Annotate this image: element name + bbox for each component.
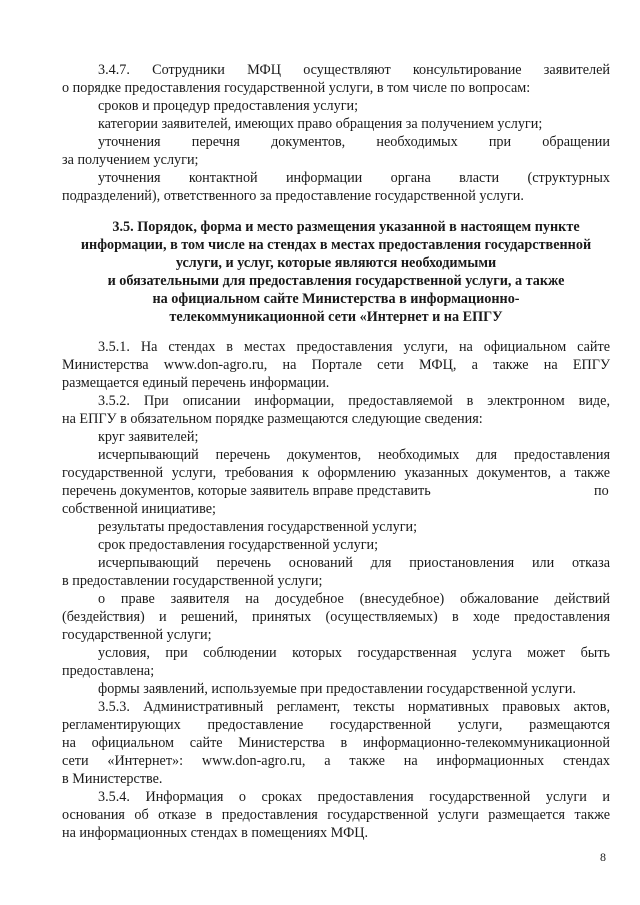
paragraph-line: сроков и процедур предоставления услуги; xyxy=(98,98,359,114)
paragraph-line: собственной инициативе; xyxy=(62,501,216,517)
paragraph-line: по xyxy=(594,483,609,499)
paragraph-line: государственной услуги, требования к оформлению указанных документов, а также xyxy=(62,465,610,481)
section-heading: услуги, и услуг, которые являются необходимыми xyxy=(175,255,497,271)
section-heading: на официальном сайте Министерства в информационно- xyxy=(152,291,520,307)
paragraph-line: предоставлена; xyxy=(62,663,155,679)
paragraph-line: уточнения контактной информации органа власти (структурных xyxy=(98,170,610,186)
section-heading: и обязательными для предоставления государственной услуги, а также xyxy=(107,273,565,289)
page-number: 8 xyxy=(600,850,606,864)
paragraph-line: 3.5.1. На стендах в местах предоставления услуги, на официальном сайте xyxy=(98,339,610,355)
paragraph-line: сети «Интернет»: www.don-agro.ru, а также на информационных стендах xyxy=(62,753,610,769)
paragraph-line: о порядке предоставления государственной услуги, в том числе по вопросам: xyxy=(62,80,531,96)
list-item: о праве заявителя на досудебное (внесудебное) обжалование действий xyxy=(98,591,610,607)
paragraph-line: уточнения перечня документов, необходимых при обращении xyxy=(98,134,610,150)
paragraph-line: категории заявителей, имеющих право обращения за получением услуги; xyxy=(98,116,543,132)
list-item: круг заявителей; xyxy=(98,429,199,445)
paragraph-line: в Министерстве. xyxy=(62,771,163,787)
list-item: исчерпывающий перечень документов, необходимых для предоставления xyxy=(98,447,610,463)
paragraph-line: Министерства www.don-agro.ru, на Портале сети МФЦ, а также на ЕПГУ xyxy=(62,357,610,373)
list-item: исчерпывающий перечень оснований для приостановления или отказа xyxy=(98,555,610,571)
paragraph-line: государственной услуги; xyxy=(62,627,212,643)
paragraph-line: 3.5.4. Информация о сроках предоставления государственной услуги и xyxy=(98,789,610,805)
paragraph-line: за получением услуги; xyxy=(62,152,199,168)
section-heading: информации, в том числе на стендах в местах предоставления государственной xyxy=(80,237,592,253)
list-item: результаты предоставления государственной услуги; xyxy=(98,519,418,535)
paragraph-line: 3.5.3. Административный регламент, тексты нормативных правовых актов, xyxy=(98,699,610,715)
paragraph-line: (бездействия) и решений, принятых (осуществляемых) в ходе предоставления xyxy=(62,609,610,625)
paragraph-line: 3.4.7. Сотрудники МФЦ осуществляют консультирование заявителей xyxy=(98,62,610,78)
paragraph-line: 3.5.2. При описании информации, предоставляемой в электронном виде, xyxy=(98,393,610,409)
paragraph-line: регламентирующих предоставление государственной услуги, размещаются xyxy=(62,717,610,733)
paragraph-line: на ЕПГУ в обязательном порядке размещаются следующие сведения: xyxy=(62,411,483,427)
list-item: формы заявлений, используемые при предоставлении государственной услуги. xyxy=(98,681,576,697)
section-heading: телекоммуникационной сети «Интернет и на ЕПГУ xyxy=(169,309,503,325)
list-item: срок предоставления государственной услуги; xyxy=(98,537,379,553)
paragraph-line: основания об отказе в предоставления государственной услуги размещается также xyxy=(62,807,610,823)
paragraph-line: размещается единый перечень информации. xyxy=(62,375,330,391)
paragraph-line: перечень документов, которые заявитель вправе представить xyxy=(62,483,431,499)
paragraph-line: на официальном сайте Министерства в информационно-телекоммуникационной xyxy=(62,735,610,751)
section-heading: 3.5. Порядок, форма и место размещения указанной в настоящем пункте xyxy=(112,219,580,235)
paragraph-line: подразделений), ответственного за предоставление государственной услуги. xyxy=(62,188,524,204)
paragraph-line: на информационных стендах в помещениях МФЦ. xyxy=(62,825,369,841)
paragraph-line: в предоставлении государственной услуги; xyxy=(62,573,323,589)
list-item: условия, при соблюдении которых государственная услуга может быть xyxy=(98,645,610,661)
